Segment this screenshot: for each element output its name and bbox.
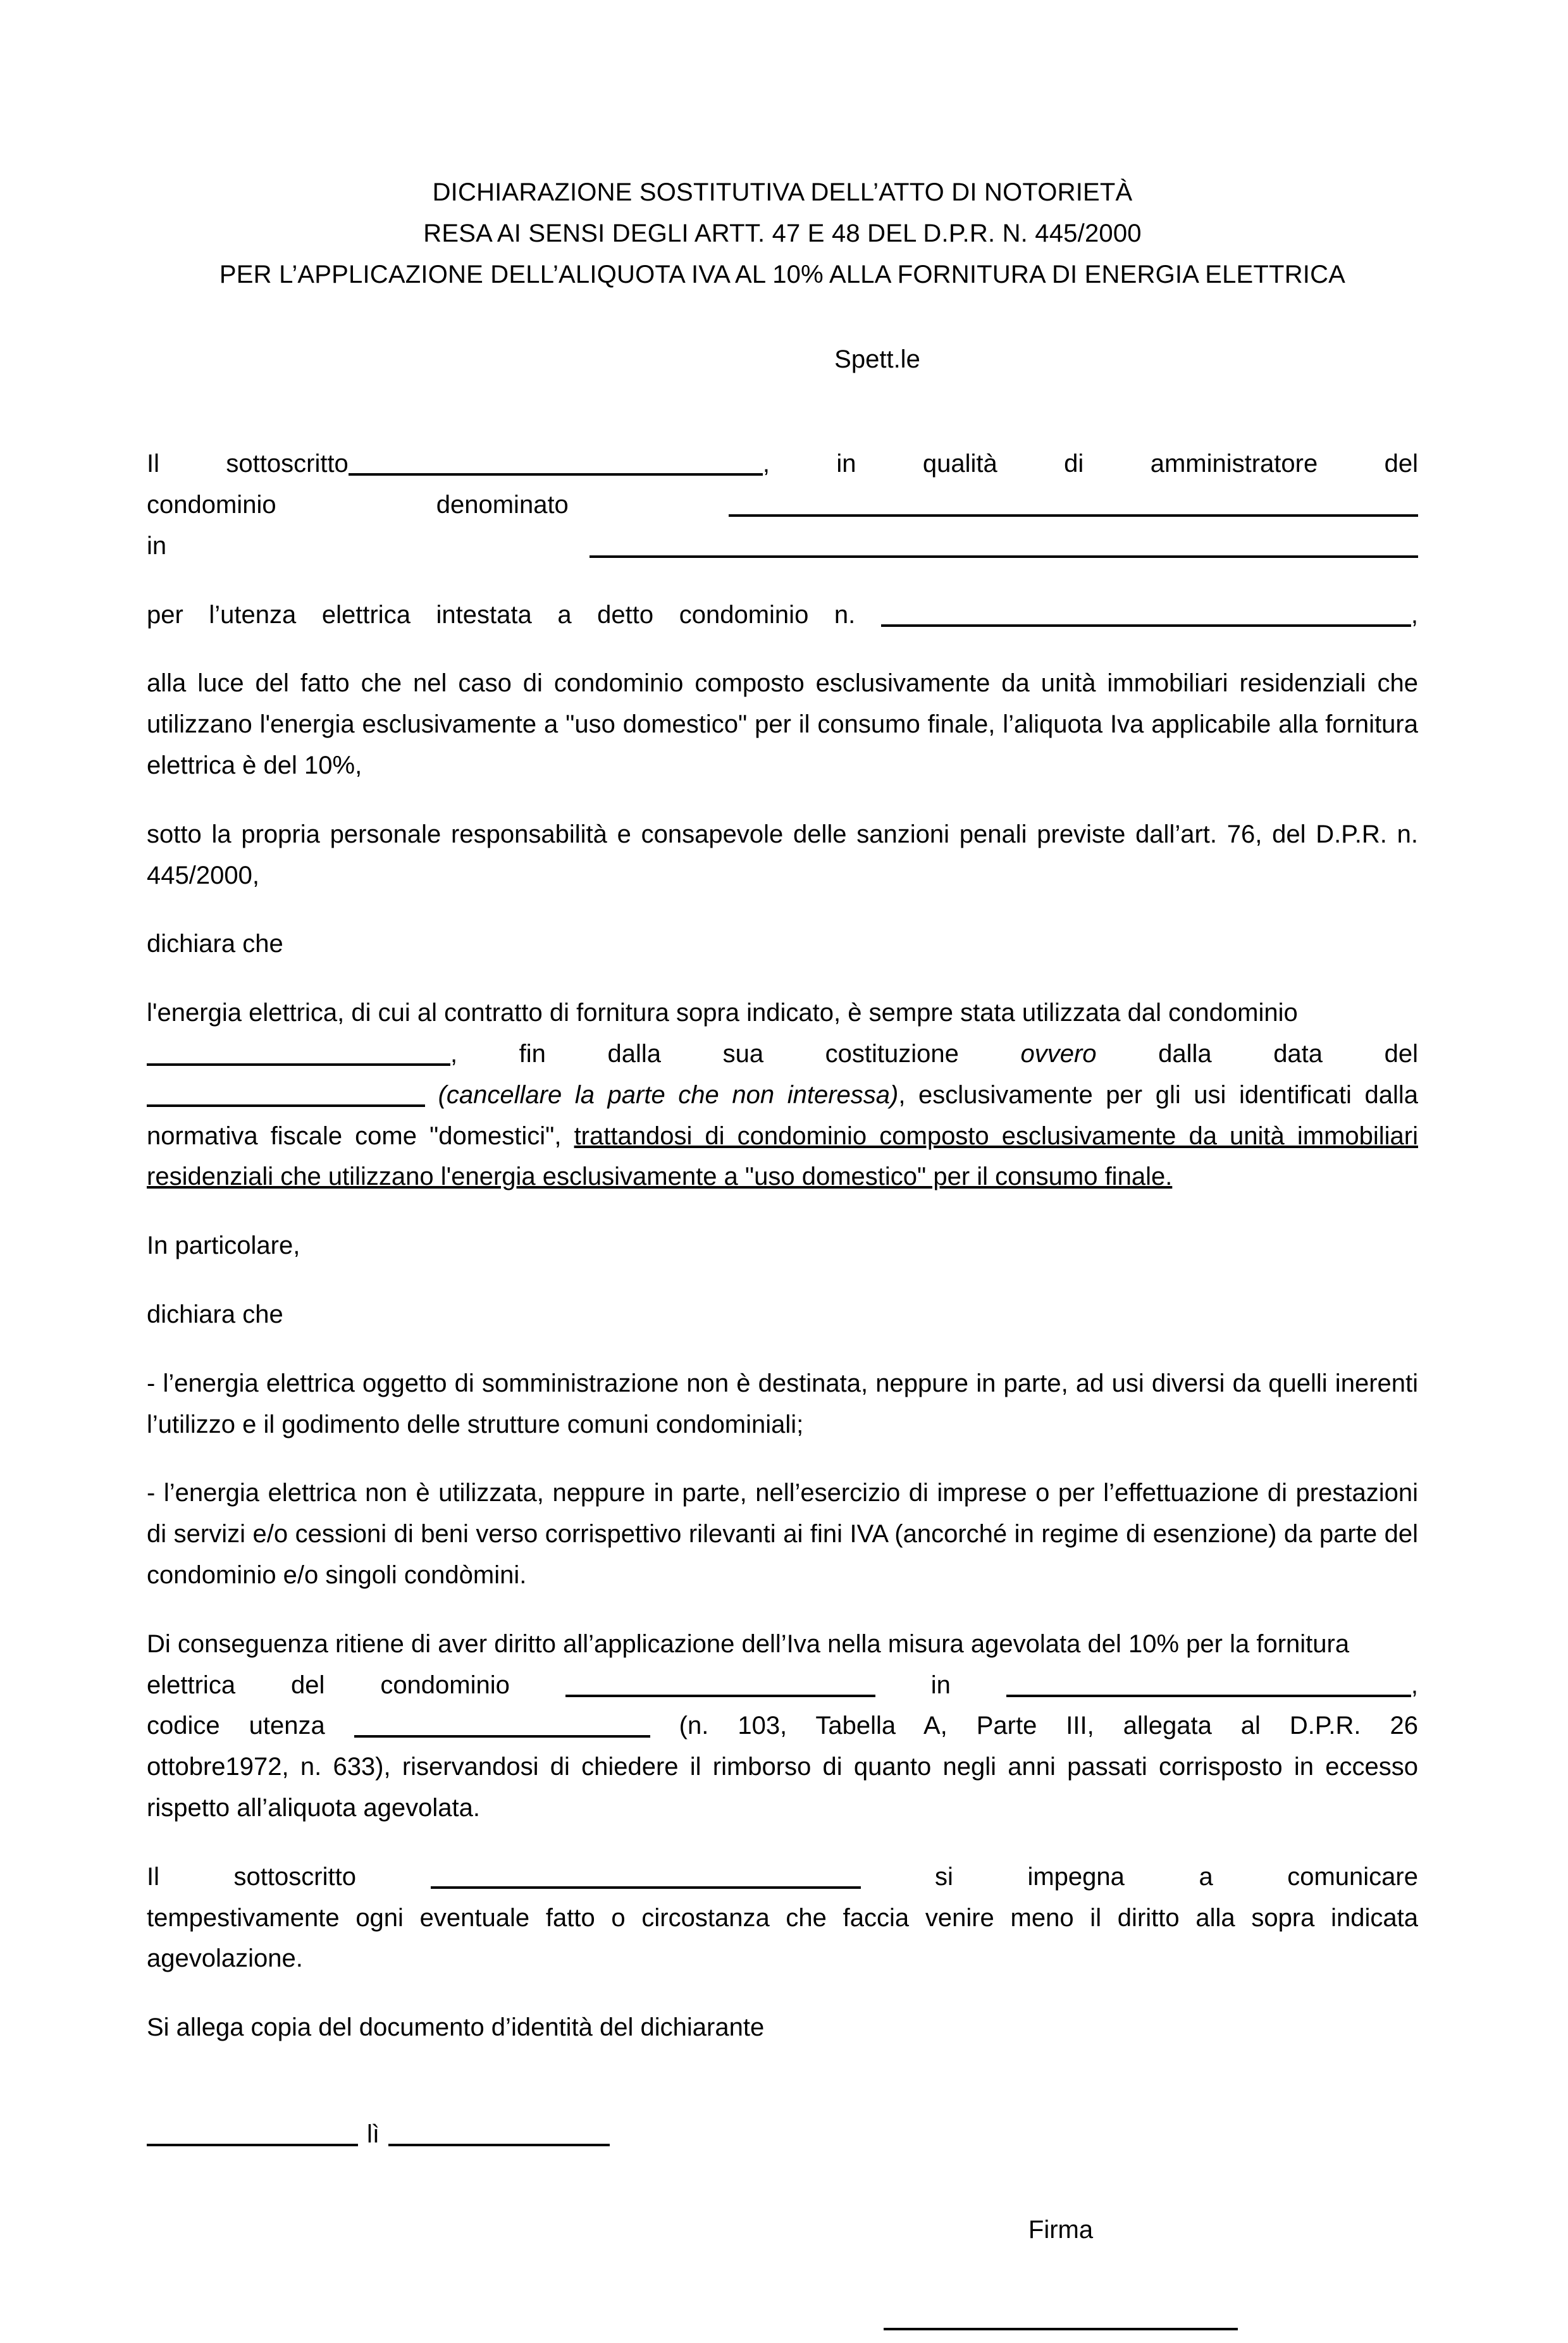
consequence-line-2	[147, 1665, 1418, 1706]
field-codice-utenza[interactable]	[354, 1709, 650, 1738]
declaration-1-cancellare-note: (cancellare la parte che non interessa)	[438, 1080, 899, 1109]
consequence-comma: ,	[1411, 1671, 1419, 1699]
date-row	[147, 2114, 1418, 2155]
title-line-3: PER L’APPLICAZIONE DELL’ALIQUOTA IVA AL 10% ALLA FORNITURA DI ENERGIA ELETTRICA	[219, 260, 1346, 288]
signature-label: Firma	[1028, 2215, 1094, 2244]
consequence-line-3	[147, 1705, 1418, 1746]
li-label: lì	[367, 2120, 380, 2148]
responsibility-paragraph: sotto la propria personale responsabilità e consapevole delle sanzioni penali previste dall’art. 76, del D.P.R. n. 445/2000,	[147, 820, 1418, 889]
field-consequence-indirizzo[interactable]	[1006, 1668, 1411, 1697]
declaration-1-underlined-clause: trattandosi di condominio composto esclusivamente da unità immobiliari residenziali che utilizzano l'energia esclusivamente a "uso domestico" per il consumo finale.	[147, 1122, 1418, 1191]
declares-heading-1: dichiara che	[147, 930, 283, 958]
field-firma[interactable]	[884, 2327, 1238, 2330]
consequence-label-elettrica-condominio: elettrica del condominio	[147, 1671, 510, 1699]
field-commitment-nome[interactable]	[431, 1860, 861, 1889]
declaration-1-ovvero: ovvero	[1020, 1039, 1097, 1068]
title-line-1: DICHIARAZIONE SOSTITUTIVA DELL’ATTO DI NOTORIETÀ	[432, 178, 1133, 206]
utenza-paragraph	[147, 595, 1418, 636]
commitment-line-1	[147, 1857, 1418, 1898]
declaration-1-text-dalla-data: dalla data del	[1096, 1039, 1418, 1068]
commitment-label-sottoscritto: Il sottoscritto	[147, 1862, 356, 1891]
document-content	[147, 0, 1418, 2343]
utenza-label: per l’utenza elettrica intestata a detto condominio n.	[147, 600, 856, 629]
utenza-comma: ,	[1411, 600, 1418, 629]
field-condominio-costituzione[interactable]	[147, 1037, 450, 1066]
consequence-label-in: in	[930, 1671, 951, 1699]
field-condominio-denominato[interactable]	[729, 488, 1418, 517]
in-particolare-label: In particolare,	[147, 1232, 300, 1260]
bullet-item-2: - l’energia elettrica non è utilizzata, neppure in parte, nell’esercizio di imprese o per l’effettuazione di prestazioni di servizi e/o cessioni di beni verso corrispettivo rilevanti ai fini IVA (ancorché in regime di esenzione) da parte del condominio e/o singoli condòmini.	[147, 1479, 1418, 1589]
field-data-costituzione[interactable]	[147, 1078, 425, 1107]
opening-line-1	[147, 443, 1418, 485]
consequence-line-4: ottobre1972, n. 633), riservandosi di chiedere il rimborso di quanto negli anni passati corrisposto in eccesso rispetto all’aliquota agevolata.	[147, 1753, 1418, 1822]
field-consequence-condominio[interactable]	[565, 1668, 875, 1697]
opening-text-qualita: , in qualità di amministratore del	[762, 450, 1418, 478]
opening-label-denominato: condominio denominato	[147, 490, 569, 519]
attachment-note: Si allega copia del documento d’identità del dichiarante	[147, 2013, 765, 2042]
title-line-2: RESA AI SENSI DEGLI ARTT. 47 E 48 DEL D.P.R. N. 445/2000	[423, 219, 1142, 247]
addressee-label: Spett.le	[834, 345, 920, 374]
declaration-1-part-2	[147, 1034, 1418, 1075]
premise-paragraph: alla luce del fatto che nel caso di condominio composto esclusivamente da unità immobiliari residenziali che utilizzano l'energia esclusivamente a "uso domestico" per il consumo finale, l’aliquota Iva applicabile alla fornitura elettrica è del 10%,	[147, 669, 1418, 779]
declaration-1-text-fin-dalla: , fin dalla sua costituzione	[450, 1039, 1021, 1068]
declaration-1-part-3	[147, 1075, 1418, 1197]
commitment-text-impegna: si impegna a comunicare	[935, 1862, 1418, 1891]
commitment-rest: tempestivamente ogni eventuale fatto o circostanza che faccia venire meno il diritto alla sopra indicata agevolazione.	[147, 1903, 1418, 1973]
field-nome-sottoscritto[interactable]	[349, 447, 763, 476]
consequence-text-tabella: (n. 103, Tabella A, Parte III, allegata al D.P.R. 26	[679, 1712, 1419, 1740]
opening-label-in: in	[147, 531, 167, 560]
consequence-part-1: Di conseguenza ritiene di aver diritto all’applicazione dell’Iva nella misura agevolata del 10% per la fornitura	[147, 1629, 1350, 1658]
declares-heading-2: dichiara che	[147, 1300, 283, 1328]
opening-label-sottoscritto: Il sottoscritto	[147, 450, 349, 478]
consequence-label-codice-utenza: codice utenza	[147, 1712, 325, 1740]
field-indirizzo-condominio[interactable]	[590, 529, 1418, 558]
document-title	[147, 172, 1418, 295]
signature-block	[147, 2210, 1418, 2343]
opening-line-3	[147, 526, 1418, 567]
declaration-1-part-1: l'energia elettrica, di cui al contratto di fornitura sopra indicato, è sempre stata utilizzata dal condominio	[147, 999, 1298, 1027]
declaration-1-text-usi: , esclusivamente per gli usi identificati dalla normativa fiscale come "domestici",	[147, 1080, 1418, 1150]
opening-line-2	[147, 485, 1418, 526]
bullet-item-1: - l’energia elettrica oggetto di somministrazione non è destinata, neppure in parte, ad usi diversi da quelli inerenti l’utilizzo e il godimento delle strutture comuni condominiali;	[147, 1369, 1418, 1438]
field-numero-utenza[interactable]	[881, 598, 1411, 627]
field-luogo[interactable]	[388, 2117, 610, 2146]
field-data[interactable]	[147, 2117, 358, 2146]
